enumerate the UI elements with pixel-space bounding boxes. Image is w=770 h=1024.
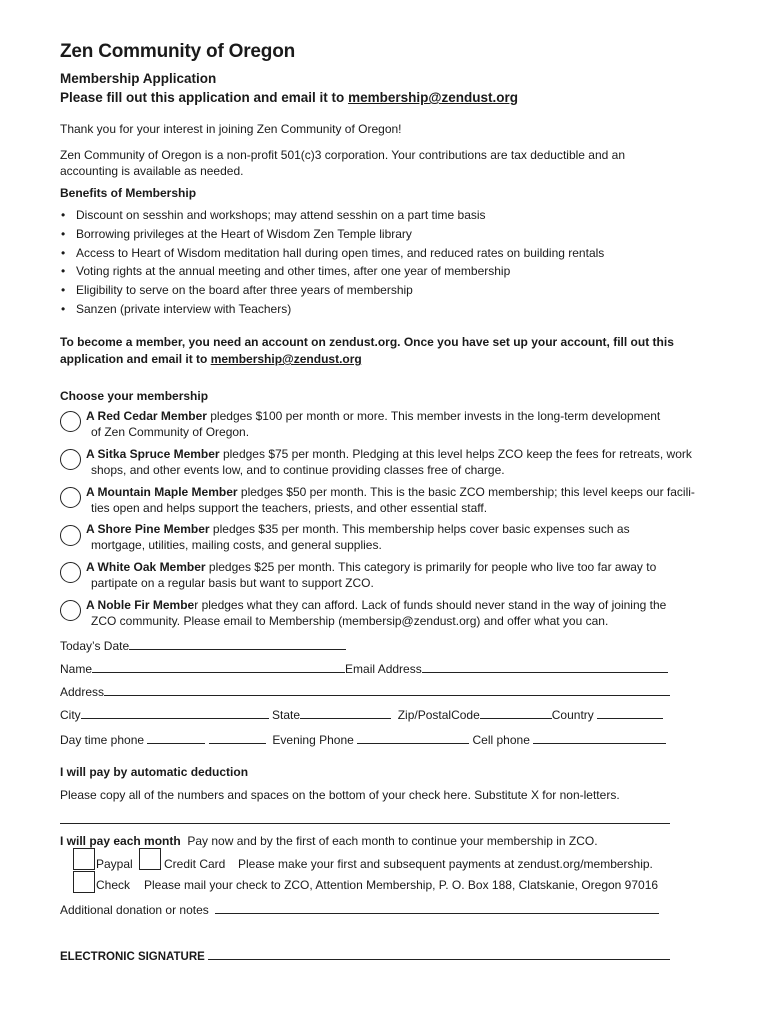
zip-label: Zip/PostalCode: [397, 708, 480, 722]
membership-email-link[interactable]: membership@zendust.org: [348, 90, 518, 105]
shore-pine-option: [86, 522, 716, 553]
white-oak-radio[interactable]: [60, 562, 81, 583]
mountain-maple-option: [86, 485, 716, 516]
city-row: [60, 706, 663, 722]
city-field[interactable]: [81, 706, 269, 719]
city-label: City: [60, 708, 81, 722]
check-mail-note: Please mail your check to ZCO, Attention Membership, P. O. Box 188, Clatskanie, Oregon 97016: [144, 878, 659, 892]
cell-phone-field[interactable]: [533, 731, 666, 744]
auto-deduction-heading: I will pay by automatic deduction: [60, 765, 249, 779]
option-desc: pledges $100 per month or more. This member invests in the long-term development: [206, 409, 661, 423]
country-field[interactable]: [597, 706, 663, 719]
option-desc: r pledges what they can afford. Lack of funds should never stand in the way of joining the: [194, 598, 667, 612]
option-desc: pledges $50 per month. This is the basic ZCO membership; this level keeps our facili-: [237, 485, 695, 499]
phone-row: [60, 731, 666, 747]
cell-phone-label: Cell phone: [472, 733, 530, 747]
thanks-text: Thank you for your interest in joining Zen Community of Oregon!: [60, 122, 402, 136]
additional-label: Additional donation or notes: [60, 903, 209, 917]
email-field[interactable]: [422, 660, 668, 673]
option-desc: pledges $25 per month. This category is primarily for people who live too far away to: [205, 560, 657, 574]
email-label: Email Address: [345, 662, 422, 676]
check-checkbox[interactable]: [73, 871, 95, 893]
instruction-text: Please fill out this application and email it to: [60, 90, 349, 105]
online-payment-note: Please make your first and subsequent payments at zendust.org/membership.: [238, 857, 653, 871]
noble-fir-radio[interactable]: [60, 600, 81, 621]
check-label: Check: [96, 878, 131, 892]
auto-deduction-instruction: Please copy all of the numbers and spaces on the bottom of your check here. Substitute X for non-letters.: [60, 788, 620, 802]
option-desc-cont: of Zen Community of Oregon.: [91, 424, 250, 439]
date-field[interactable]: [129, 637, 346, 650]
membership-heading: Choose your membership: [60, 389, 209, 403]
list-item: • Voting rights at the annual meeting and other times, after one year of membership: [60, 262, 604, 281]
paypal-label: Paypal: [96, 857, 133, 871]
check-numbers-field[interactable]: [60, 823, 670, 824]
mountain-maple-radio[interactable]: [60, 487, 81, 508]
evening-phone-label: Evening Phone: [272, 733, 354, 747]
benefits-list: [60, 206, 604, 319]
account-email-link[interactable]: membership@zendust.org: [210, 352, 362, 366]
option-name: A White Oak Member: [86, 560, 206, 574]
account-note-1: To become a member, you need an account on zendust.org. Once you have set up your account, fill out this: [60, 335, 674, 349]
signature-row: [60, 947, 670, 963]
address-label: Address: [60, 685, 105, 699]
day-phone-label: Day time phone: [60, 733, 145, 747]
account-note-2: [60, 351, 362, 367]
day-phone-field-2[interactable]: [209, 731, 266, 744]
name-field[interactable]: [92, 660, 345, 673]
red-cedar-option: [86, 409, 716, 440]
nonprofit-text-1: Zen Community of Oregon is a non-profit 501(c)3 corporation. Your contributions are tax deductible and an: [60, 148, 625, 162]
option-name: A Shore Pine Member: [86, 522, 210, 536]
country-label: Country: [551, 708, 594, 722]
sitka-spruce-option: [86, 447, 716, 478]
white-oak-option: [86, 560, 716, 591]
list-item: • Access to Heart of Wisdom meditation hall during open times, and reduced rates on building rentals: [60, 244, 604, 263]
state-label: State: [272, 708, 301, 722]
list-item: • Borrowing privileges at the Heart of Wisdom Zen Temple library: [60, 225, 604, 244]
credit-card-label: Credit Card: [164, 857, 226, 871]
name-label: Name: [60, 662, 93, 676]
option-desc: pledges $35 per month. This membership helps cover basic expenses such as: [209, 522, 630, 536]
option-name: A Noble Fir Membe: [86, 598, 195, 612]
option-name: A Red Cedar Member: [86, 409, 207, 423]
zip-field[interactable]: [480, 706, 552, 719]
option-name: A Sitka Spruce Member: [86, 447, 220, 461]
state-field[interactable]: [300, 706, 391, 719]
red-cedar-radio[interactable]: [60, 411, 81, 432]
account-note-prefix: application and email it to: [60, 352, 211, 366]
date-row: [60, 637, 346, 653]
option-name: A Mountain Maple Member: [86, 485, 238, 499]
additional-row: [60, 901, 659, 917]
signature-label: ELECTRONIC SIGNATURE: [60, 951, 205, 963]
noble-fir-option: [86, 598, 716, 629]
form-instruction: [60, 90, 518, 105]
form-subtitle: Membership Application: [60, 71, 217, 86]
option-desc-cont: mortgage, utilities, mailing costs, and general supplies.: [91, 537, 382, 552]
list-item: • Sanzen (private interview with Teachers): [60, 300, 604, 319]
option-desc-cont: shops, and other events low, and to continue providing classes free of charge.: [91, 462, 505, 477]
address-row: [60, 683, 670, 699]
credit-card-checkbox[interactable]: [139, 848, 161, 870]
option-desc-cont: ZCO community. Please email to Membership (membersip@zendust.org) and offer what you can.: [91, 613, 609, 628]
shore-pine-radio[interactable]: [60, 525, 81, 546]
day-phone-field-1[interactable]: [147, 731, 205, 744]
list-item: • Discount on sesshin and workshops; may attend sesshin on a part time basis: [60, 206, 604, 225]
monthly-instruction: Pay now and by the first of each month to continue your membership in ZCO.: [187, 834, 598, 848]
sitka-spruce-radio[interactable]: [60, 449, 81, 470]
paypal-checkbox[interactable]: [73, 848, 95, 870]
monthly-heading: I will pay each month: [60, 834, 181, 848]
option-desc-cont: partipate on a regular basis but want to support ZCO.: [91, 575, 374, 590]
option-desc: pledges $75 per month. Pledging at this level helps ZCO keep the fees for retreats, work: [219, 447, 692, 461]
address-field[interactable]: [104, 683, 670, 696]
additional-field[interactable]: [215, 901, 659, 914]
benefits-heading: Benefits of Membership: [60, 186, 197, 200]
page-title: Zen Community of Oregon: [60, 41, 296, 62]
option-desc-cont: ties open and helps support the teachers, priests, and other essential staff.: [91, 500, 488, 515]
nonprofit-text-2: accounting is available as needed.: [60, 164, 244, 178]
list-item: • Eligibility to serve on the board after three years of membership: [60, 281, 604, 300]
name-row: [60, 660, 668, 676]
signature-field[interactable]: [208, 947, 670, 960]
date-label: Today’s Date: [60, 639, 130, 653]
evening-phone-field[interactable]: [357, 731, 469, 744]
monthly-row: [60, 833, 598, 849]
